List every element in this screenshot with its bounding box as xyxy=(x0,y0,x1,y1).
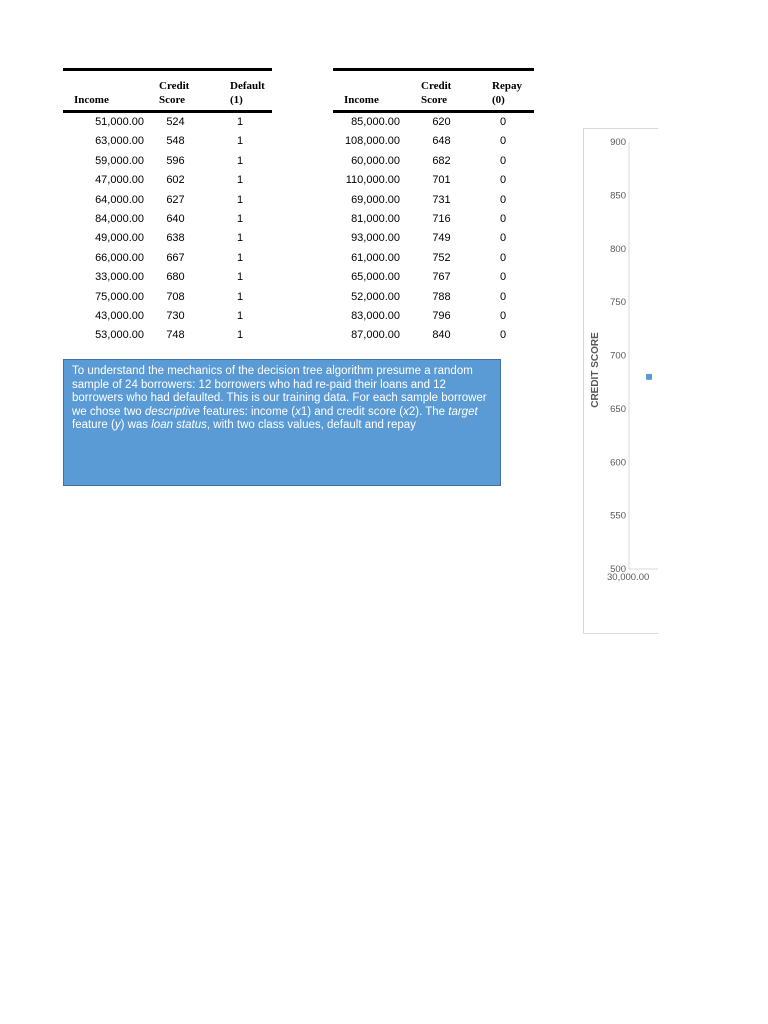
credit-score-cell: 716 xyxy=(432,212,451,225)
class-cell: 1 xyxy=(236,212,244,225)
note-emphasis: target xyxy=(448,405,478,418)
income-cell: 66,000.00 xyxy=(95,251,144,264)
class-cell: 0 xyxy=(499,116,507,128)
table-header xyxy=(333,68,534,113)
y-tick-label: 500 xyxy=(610,564,626,575)
data-point[interactable] xyxy=(646,374,652,380)
income-cell: 61,000.00 xyxy=(351,251,400,264)
class-cell: 1 xyxy=(236,116,244,128)
note-text: features: income ( xyxy=(199,405,296,418)
class-cell: 0 xyxy=(499,309,507,322)
credit-score-cell: 788 xyxy=(432,290,451,303)
table-row xyxy=(333,288,534,307)
credit-score-cell: 748 xyxy=(166,329,185,342)
table-row xyxy=(333,229,534,248)
y-tick-label: 800 xyxy=(610,243,626,255)
table-row xyxy=(63,229,272,248)
credit-score-scatter-chart[interactable] xyxy=(583,128,658,634)
table-row xyxy=(63,288,272,307)
note-variable: x xyxy=(403,405,409,418)
class-cell: 1 xyxy=(236,154,244,167)
class-cell: 0 xyxy=(499,271,507,284)
note-variable: y xyxy=(114,419,121,432)
income-cell: 87,000.00 xyxy=(351,329,400,342)
income-cell: 108,000.00 xyxy=(344,135,400,148)
class-cell: 0 xyxy=(499,251,507,264)
note-text: , with two class values, default and repay xyxy=(206,419,416,432)
class-cell: 1 xyxy=(236,271,244,284)
credit-score-cell: 602 xyxy=(166,174,185,187)
credit-score-cell: 680 xyxy=(166,271,185,284)
class-cell: 0 xyxy=(499,290,507,303)
credit-score-cell: 548 xyxy=(166,135,185,148)
table-row xyxy=(63,307,272,326)
chart-canvas xyxy=(584,129,658,634)
income-cell: 53,000.00 xyxy=(95,329,144,342)
income-cell: 33,000.00 xyxy=(95,271,144,284)
table-body xyxy=(63,113,272,346)
credit-score-cell: 796 xyxy=(432,309,451,322)
y-tick-label: 700 xyxy=(610,350,626,362)
credit-score-cell: 596 xyxy=(166,154,185,167)
credit-score-cell: 627 xyxy=(166,193,185,206)
income-cell: 83,000.00 xyxy=(351,309,400,322)
repay-header: Repay (0) xyxy=(492,80,522,106)
y-tick-label: 650 xyxy=(610,403,626,415)
income-cell: 69,000.00 xyxy=(351,193,400,206)
note-text: 1) and credit score ( xyxy=(300,405,404,418)
table-row xyxy=(63,171,272,190)
credit-score-cell: 708 xyxy=(166,290,185,303)
credit-score-cell: 648 xyxy=(432,135,451,148)
table-row xyxy=(63,210,272,229)
table-row xyxy=(63,249,272,268)
y-tick-label: 850 xyxy=(610,190,626,202)
table-body xyxy=(333,113,534,346)
credit-score-header: Credit Score xyxy=(421,80,452,106)
table-row xyxy=(63,113,272,132)
note-text: ) was xyxy=(120,419,152,432)
class-cell: 1 xyxy=(236,329,244,342)
income-cell: 84,000.00 xyxy=(95,212,144,225)
table-row xyxy=(333,132,534,151)
table-row xyxy=(333,210,534,229)
note-text: feature ( xyxy=(72,419,115,432)
class-cell: 0 xyxy=(499,135,507,148)
credit-score-cell: 840 xyxy=(432,329,451,342)
credit-score-cell: 767 xyxy=(432,271,451,284)
table-row xyxy=(333,191,534,210)
table-row xyxy=(333,171,534,190)
table-row xyxy=(63,152,272,171)
income-cell: 52,000.00 xyxy=(351,290,400,303)
table-row xyxy=(63,191,272,210)
credit-score-cell: 730 xyxy=(166,309,185,322)
class-cell: 0 xyxy=(499,232,507,245)
note-text: 2). The xyxy=(408,405,449,418)
income-cell: 85,000.00 xyxy=(351,116,400,128)
note-emphasis: loan status xyxy=(151,419,207,432)
x-tick-label: 30,000.00 xyxy=(607,572,650,583)
income-cell: 63,000.00 xyxy=(95,135,144,148)
credit-score-cell: 524 xyxy=(166,116,185,128)
class-cell: 0 xyxy=(499,154,507,167)
class-cell: 1 xyxy=(236,290,244,303)
default-borrowers-table xyxy=(63,68,272,346)
explanation-text-box[interactable] xyxy=(63,359,501,486)
default-header: Default (1) xyxy=(230,80,265,106)
income-cell: 75,000.00 xyxy=(95,290,144,303)
table-row xyxy=(63,132,272,151)
income-cell: 110,000.00 xyxy=(345,174,400,187)
table-row xyxy=(333,268,534,287)
income-header: Income xyxy=(344,94,379,106)
class-cell: 0 xyxy=(499,329,507,342)
credit-score-cell: 752 xyxy=(432,251,451,264)
income-cell: 51,000.00 xyxy=(95,116,144,128)
table-header xyxy=(63,68,272,113)
table-row xyxy=(333,307,534,326)
credit-score-cell: 682 xyxy=(432,154,451,167)
note-text: To understand the mechanics of the decision tree algorithm presume a random sample of 24 borrowers: 12 borrowers who had re-paid their loans and 12 borrowers who had defaulted. This is our training data. For each sample borrower we chose two xyxy=(72,365,487,418)
credit-score-cell: 667 xyxy=(166,251,185,264)
income-cell: 64,000.00 xyxy=(95,193,144,206)
table-row xyxy=(333,113,534,132)
repay-borrowers-table xyxy=(333,68,534,346)
note-variable: x xyxy=(295,405,301,418)
credit-score-cell: 638 xyxy=(166,232,185,245)
credit-score-cell: 749 xyxy=(432,232,451,245)
class-cell: 0 xyxy=(499,212,507,225)
class-cell: 1 xyxy=(236,309,244,322)
class-cell: 1 xyxy=(236,135,244,148)
income-cell: 43,000.00 xyxy=(95,309,144,322)
note-emphasis: descriptive xyxy=(144,405,200,418)
table-row xyxy=(333,249,534,268)
credit-score-cell: 701 xyxy=(432,174,451,187)
class-cell: 1 xyxy=(236,251,244,264)
class-cell: 0 xyxy=(499,193,507,206)
class-cell: 1 xyxy=(236,174,244,187)
credit-score-cell: 620 xyxy=(432,116,451,128)
income-cell: 49,000.00 xyxy=(95,232,144,245)
income-cell: 60,000.00 xyxy=(351,154,400,167)
credit-score-cell: 731 xyxy=(432,193,451,206)
y-tick-label: 550 xyxy=(610,510,626,522)
table-row xyxy=(63,268,272,287)
income-cell: 65,000.00 xyxy=(351,271,400,284)
y-tick-label: 900 xyxy=(610,137,626,148)
class-cell: 1 xyxy=(236,232,244,245)
table-row xyxy=(333,326,534,345)
income-cell: 47,000.00 xyxy=(95,174,144,187)
income-cell: 59,000.00 xyxy=(95,154,144,167)
credit-score-header: Credit Score xyxy=(159,80,190,106)
class-cell: 1 xyxy=(236,193,244,206)
credit-score-cell: 640 xyxy=(166,212,185,225)
income-cell: 81,000.00 xyxy=(351,212,400,225)
income-header: Income xyxy=(74,94,109,106)
y-axis-label: CREDIT SCORE xyxy=(590,332,601,408)
y-tick-label: 750 xyxy=(610,297,626,309)
table-row xyxy=(63,326,272,345)
y-tick-label: 600 xyxy=(610,457,626,469)
class-cell: 0 xyxy=(499,174,507,187)
table-row xyxy=(333,152,534,171)
income-cell: 93,000.00 xyxy=(351,232,400,245)
